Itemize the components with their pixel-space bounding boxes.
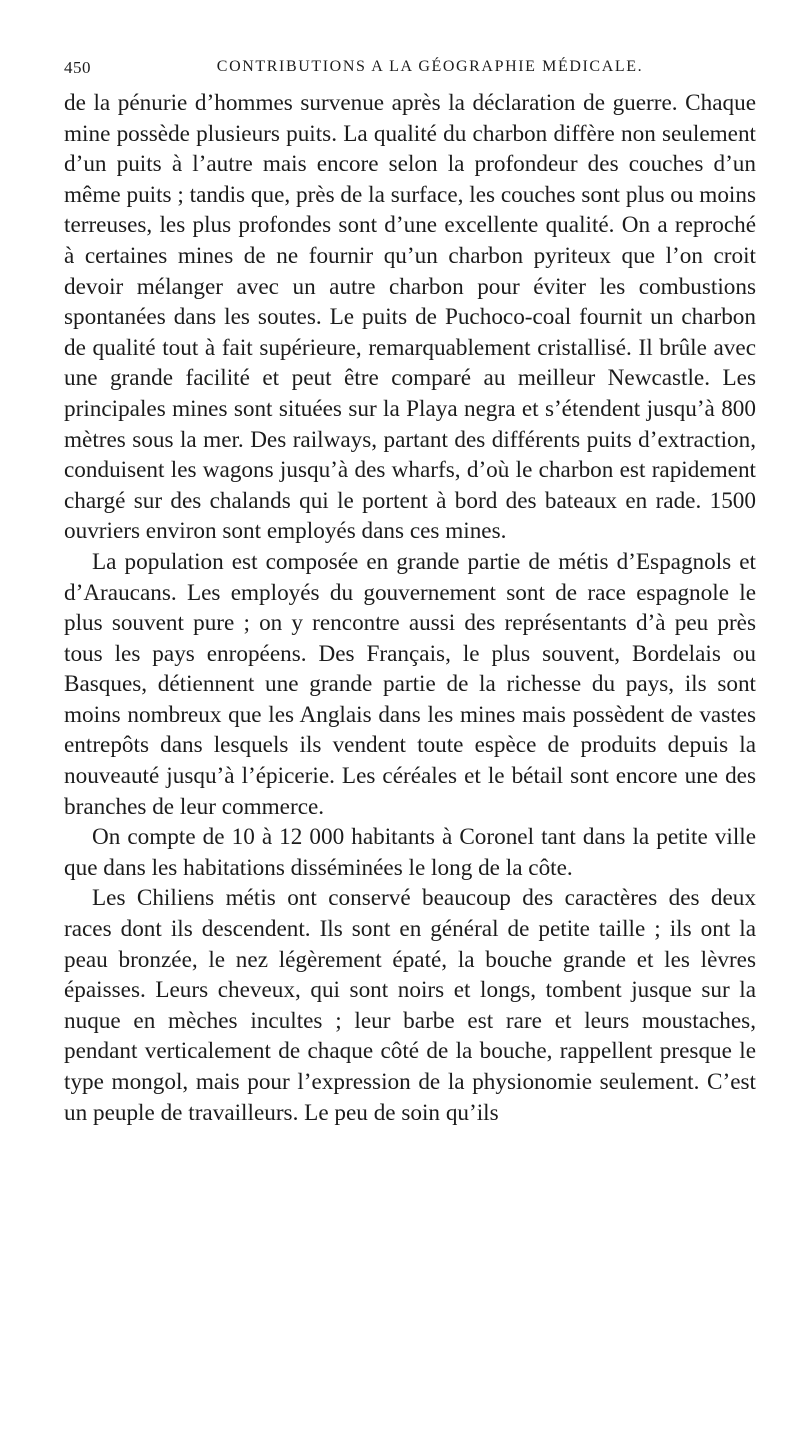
- running-head: CONTRIBUTIONS A LA GÉOGRAPHIE MÉDICALE.: [216, 58, 644, 75]
- paragraph-chilean-traits: Les Chiliens métis ont conservé beaucoup des caractères des deux races dont ils descendent. Ils sont en général de petite taille ; ils ont la peau bronzée, le nez légèrement épaté, la bouche grande et les lèvres épaisses. Leurs cheveux, qui sont noirs et longs, tombent jusque sur la nuque en mèches incultes ; leur barbe est rare et leurs moustaches, pendant verticalement de chaque côté de la bouche, rappellent presque le type mongol, mais pour l’expression de la physionomie seulement. C’est un peuple de travailleurs. Le peu de soin qu’ils: [64, 885, 756, 1126]
- body-text: [64, 88, 756, 1128]
- page-number: 450: [64, 58, 91, 77]
- book-page: [64, 52, 756, 1128]
- paragraph-inhabitants: On compte de 10 à 12 000 habitants à Coronel tant dans la petite ville que dans les habitations disséminées le long de la côte.: [64, 824, 756, 881]
- paragraph-coal-mines: de la pénurie d’hommes survenue après la déclaration de guerre. Chaque mine possède plusieurs puits. La qualité du charbon diffère non seulement d’un puits à l’autre mais encore selon la profondeur des couches d’un même puits ; tandis que, près de la surface, les couches sont plus ou moins terreuses, les plus profondes sont d’une excellente qualité. On a reproché à certaines mines de ne fournir qu’un charbon pyriteux que l’on croit devoir mélanger avec un autre charbon pour éviter les combustions spontanées dans les soutes. Le puits de Puchoco-coal fournit un charbon de qualité tout à fait supérieure, remarquablement cristallisé. Il brûle avec une grande facilité et peut être comparé au meilleur Newcastle. Les principales mines sont situées sur la Playa negra et s’étendent jusqu’à 800 mètres sous la mer. Des railways, partant des différents puits d’extraction, conduisent les wagons jusqu’à des wharfs, d’où le charbon est rapidement chargé sur des chalands qui le portent à bord des bateaux en rade. 1500 ouvriers environ sont employés dans ces mines.: [64, 90, 756, 545]
- paragraph-population: La population est composée en grande partie de métis d’Espagnols et d’Araucans. Les employés du gouvernement sont de race espagnole le plus souvent pure ; on y rencontre aussi des représentants d’à peu près tous les pays enropéens. Des Français, le plus souvent, Bordelais ou Basques, détiennent une grande partie de la richesse du pays, ils sont moins nombreux que les Anglais dans les mines mais possèdent de vastes entrepôts dans lesquels ils vendent toute espèce de produits depuis la nouveauté jusqu’à l’épicerie. Les céréales et le bétail sont encore une des branches de leur commerce.: [64, 548, 756, 820]
- page-header: [64, 52, 756, 86]
